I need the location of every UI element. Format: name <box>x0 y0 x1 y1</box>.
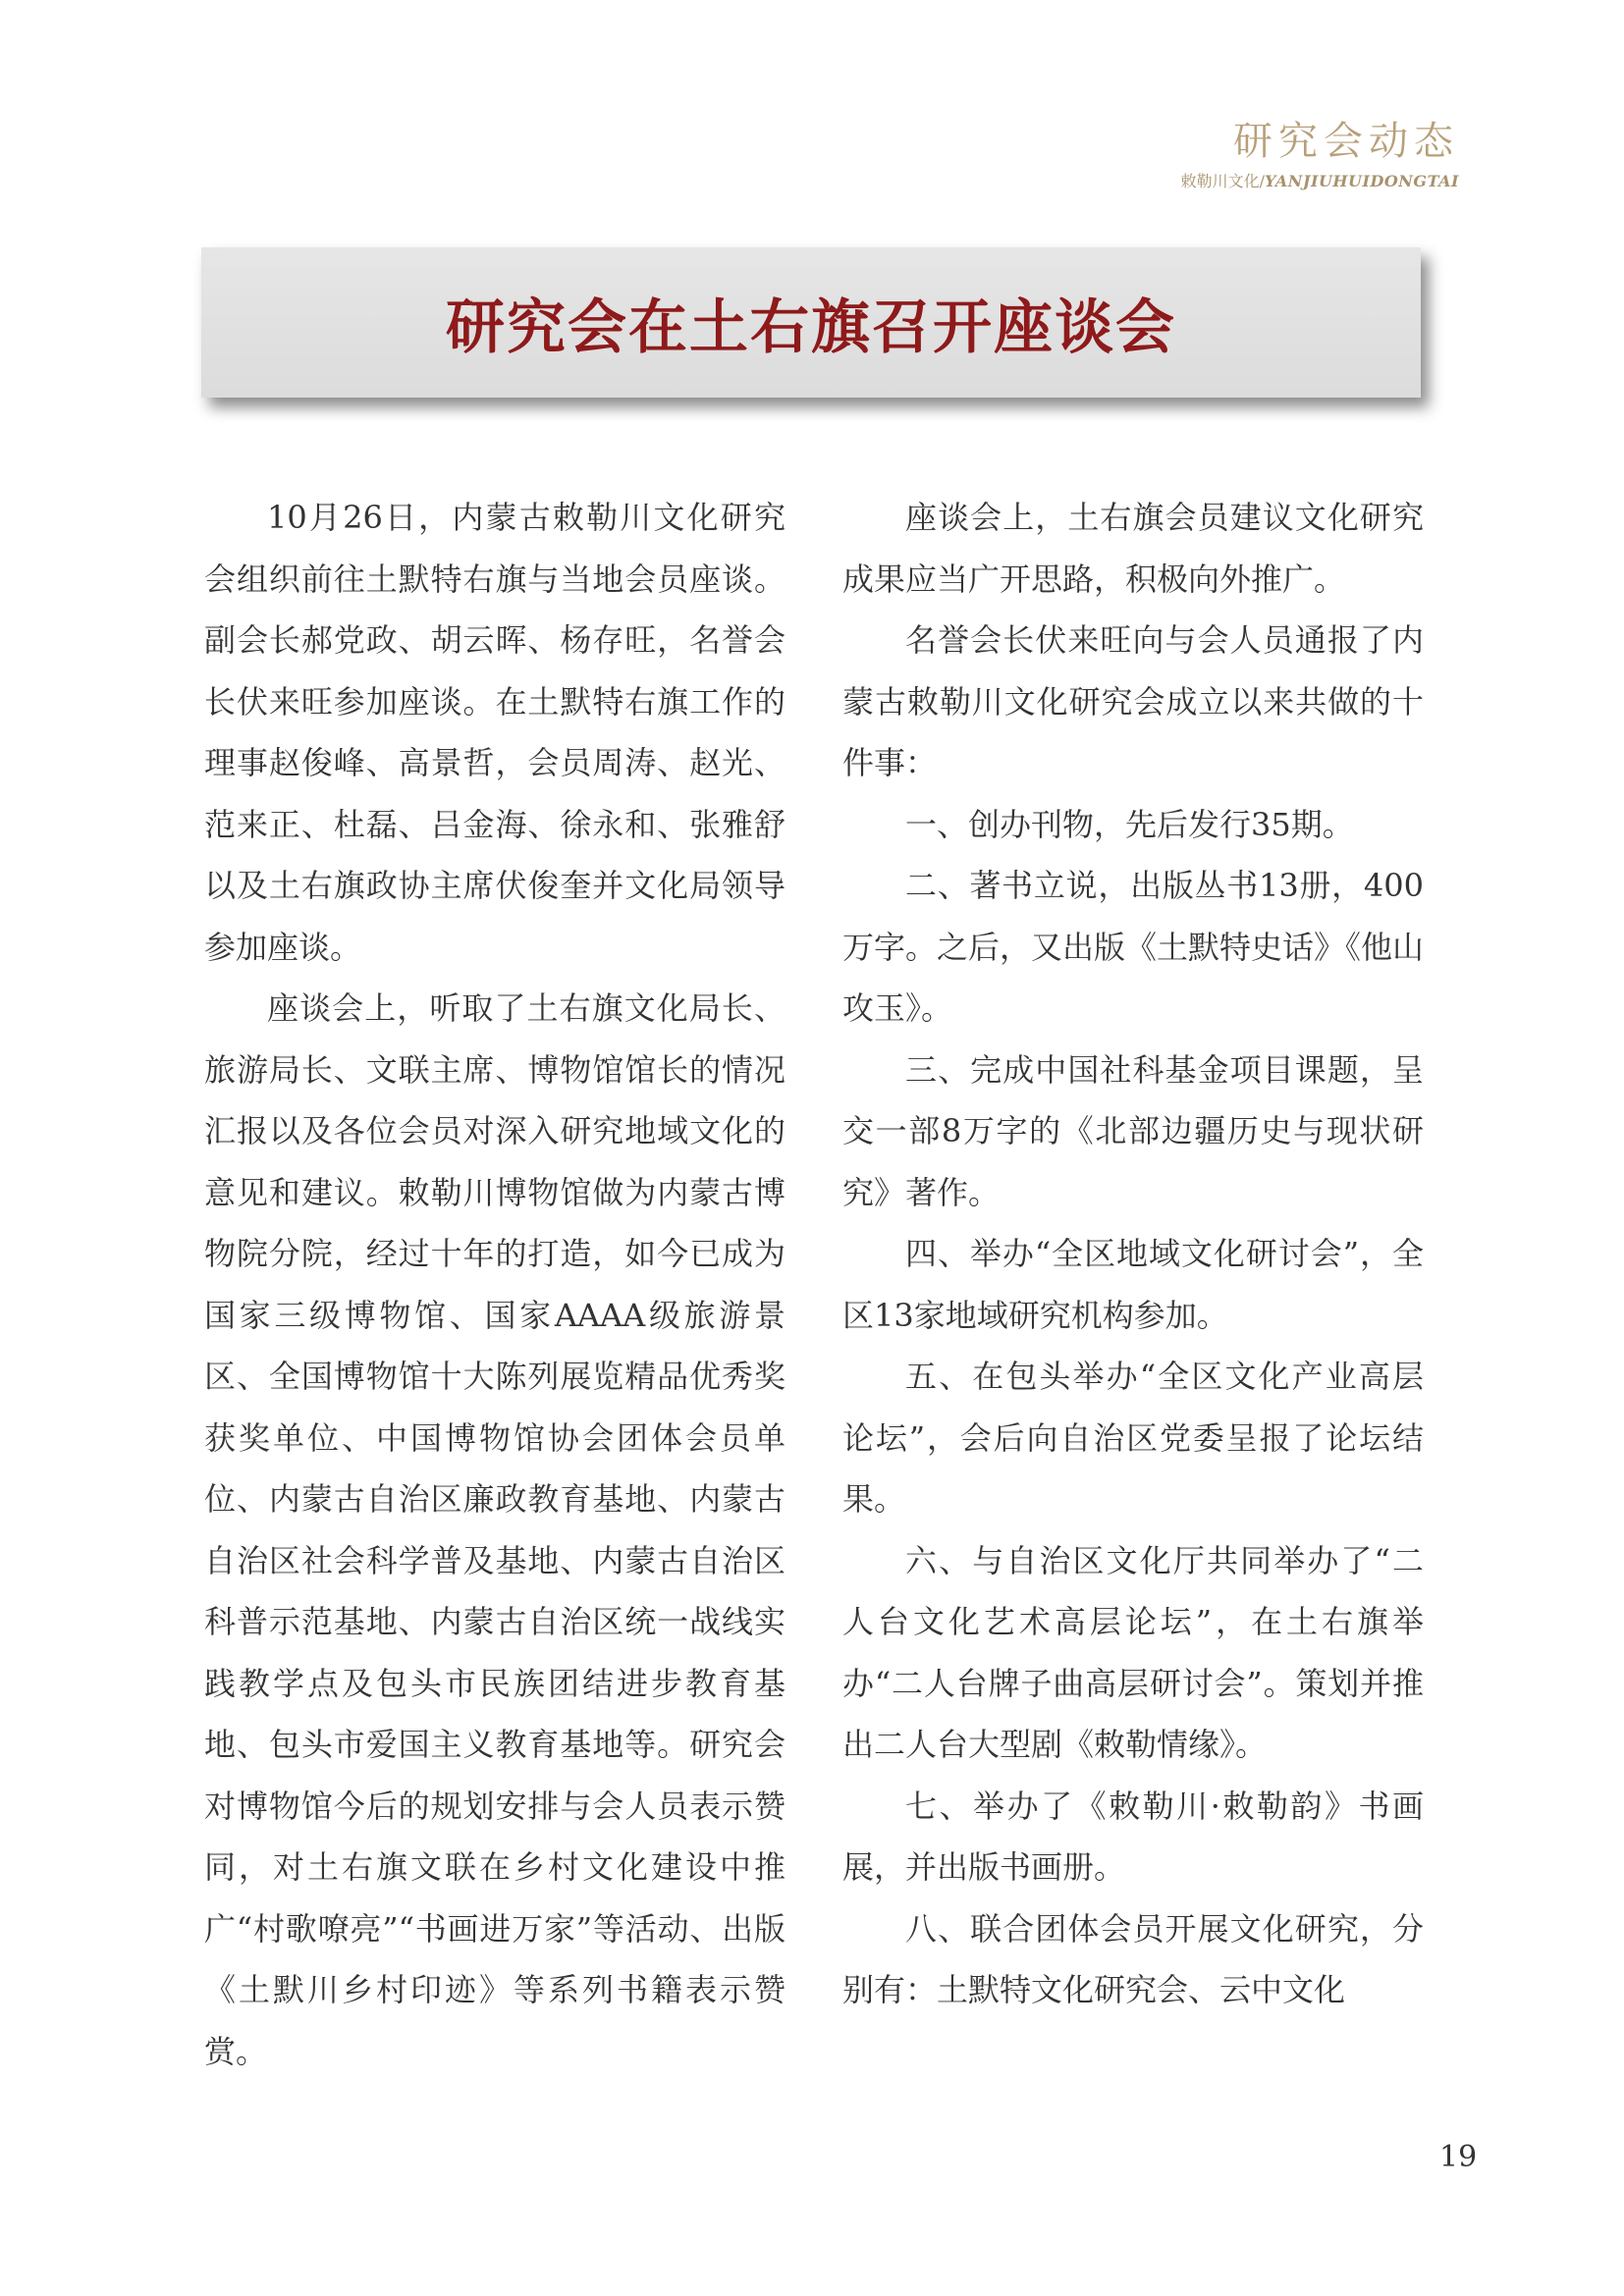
left-column <box>204 487 785 2082</box>
section-subtitle <box>1066 171 1459 192</box>
page-number: 19 <box>1439 2140 1478 2174</box>
list-item: 二、著书立说，出版丛书13册，400万字。之后，又出版《土默特史话》《他山攻玉》。 <box>842 867 1425 1027</box>
subtitle-separator: / <box>1259 172 1265 190</box>
paragraph: 名誉会长伏来旺向与会人员通报了内蒙古敕勒川文化研究会成立以来共做的十件事： <box>842 621 1424 781</box>
paragraph: 10月26日，内蒙古敕勒川文化研究会组织前往土默特右旗与当地会员座谈。副会长郝党政、胡云晖、杨存旺，名誉会长伏来旺参加座谈。在土默特右旗工作的理事赵俊峰、高景哲，会员周涛、赵光、范来正、杜磊、吕金海、徐永和、张雅舒以及土右旗政协主席伏俊奎并文化局领导参加座谈。 <box>204 499 785 966</box>
paragraph: 座谈会上，听取了土右旗文化局长、旅游局长、文联主席、博物馆馆长的情况汇报以及各位会员对深入研究地域文化的意见和建议。敕勒川博物馆做为内蒙古博物院分院，经过十年的打造，如今已成为国家三级博物馆、国家AAAA级旅游景区、全国博物馆十大陈列展览精品优秀奖获奖单位、中国博物馆协会团体会员单位、内蒙古自治区廉政教育基地、内蒙古自治区社会科学普及基地、内蒙古自治区科普示范基地、内蒙古自治区统一战线实践教学点及包头市民族团结进步教育基地、包头市爱国主义教育基地等。研究会对博物馆今后的规划安排与会人员表示赞同，对土右旗文联在乡村文化建设中推广“村歌嘹亮”“书画进万家”等活动、出版《土默川乡村印迹》等系列书籍表示赞赏。 <box>204 989 785 2070</box>
list-item: 三、完成中国社科基金项目课题，呈交一部8万字的《北部边疆历史与现状研究》著作。 <box>842 1050 1424 1211</box>
subtitle-cn: 敕勒川文化 <box>1180 172 1260 190</box>
right-column <box>842 487 1424 2021</box>
list-item: 八、联合团体会员开展文化研究，分别有：土默特文化研究会、云中文化 <box>842 1909 1424 2008</box>
list-item: 一、创办刊物，先后发行35期。 <box>905 805 1354 843</box>
article-title: 研究会在土右旗召开座谈会 <box>446 293 1176 362</box>
list-item: 五、在包头举办“全区文化产业高层论坛”，会后向自治区党委呈报了论坛结果。 <box>842 1358 1424 1518</box>
list-item: 四、举办“全区地域文化研讨会”，全区13家地域研究机构参加。 <box>842 1235 1424 1334</box>
title-banner <box>201 247 1421 398</box>
section-title: 研究会动态 <box>1233 119 1459 164</box>
subtitle-en: YANJIUHUIDONGTAI <box>1264 172 1459 190</box>
paragraph: 座谈会上，土右旗会员建议文化研究成果应当广开思路，积极向外推广。 <box>842 499 1424 598</box>
list-item: 六、与自治区文化厅共同举办了“二人台文化艺术高层论坛”，在土右旗举办“二人台牌子曲高层研讨会”。策划并推出二人台大型剧《敕勒情缘》。 <box>842 1541 1424 1763</box>
list-item: 七、举办了《敕勒川·敕勒韵》书画展，并出版书画册。 <box>842 1787 1424 1886</box>
section-header <box>1066 116 1459 192</box>
